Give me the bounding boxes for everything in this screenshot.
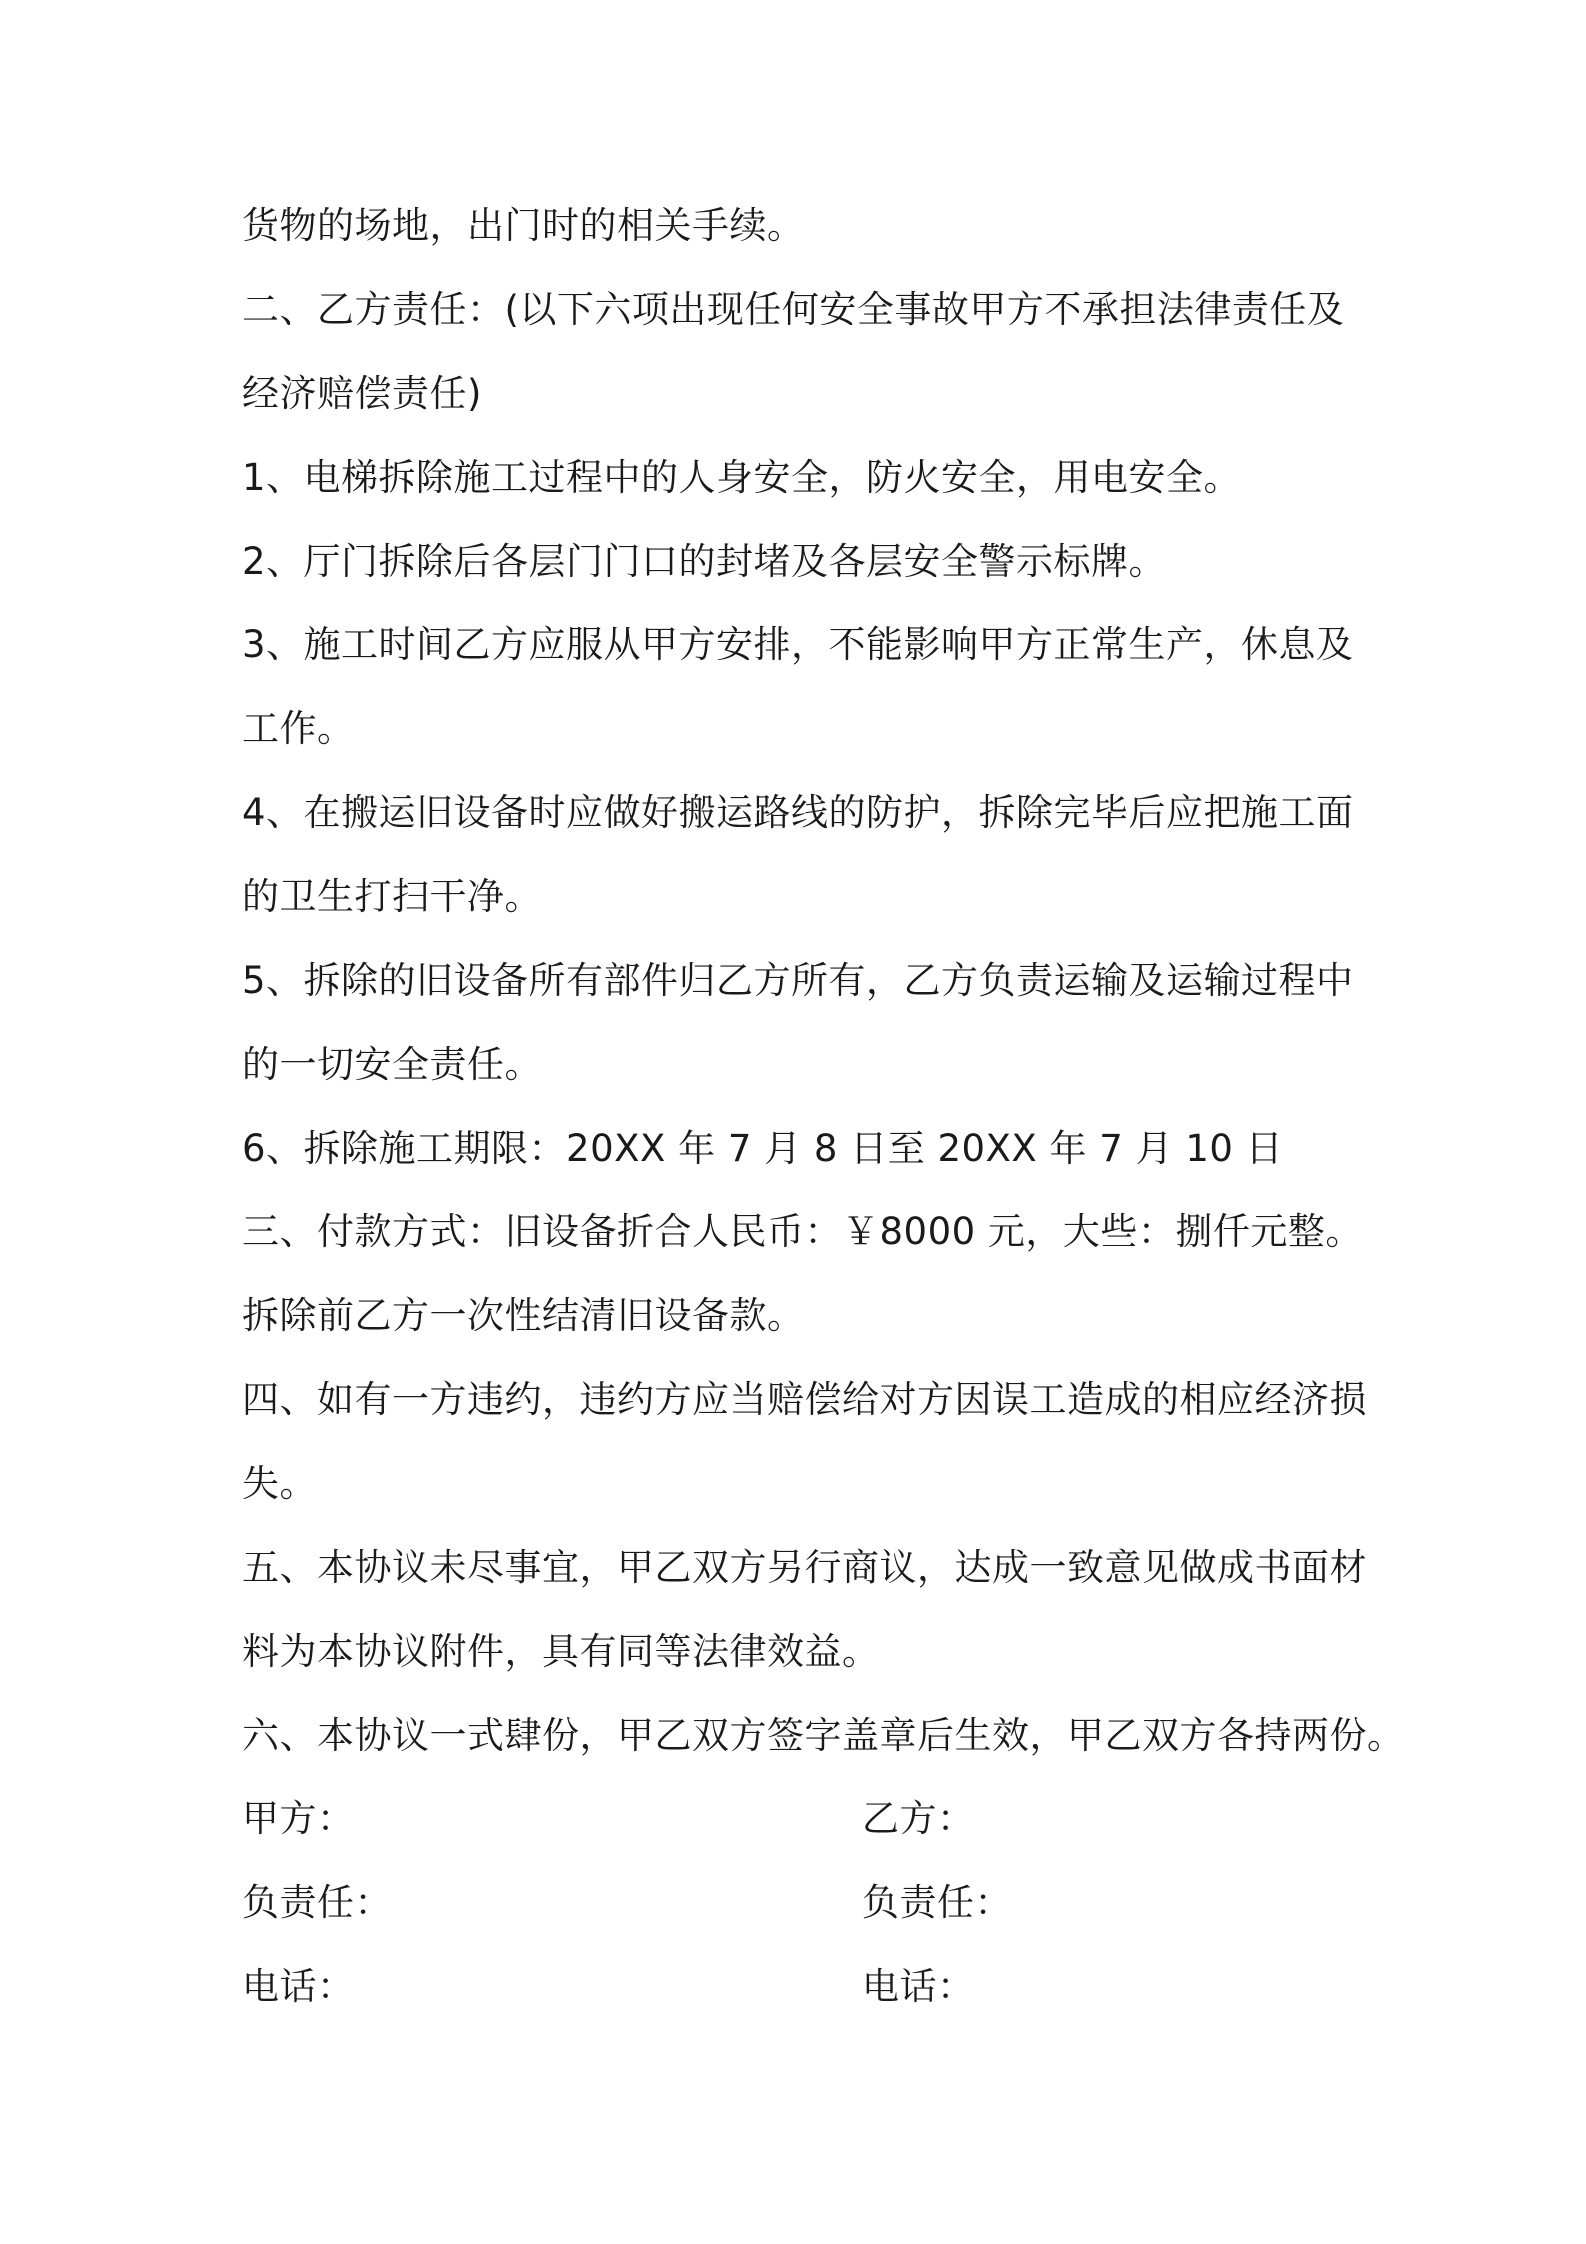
phone-a-label: 电话： bbox=[242, 1965, 355, 2008]
text-line: 1、电梯拆除施工过程中的人身安全，防火安全，用电安全。 bbox=[242, 456, 1242, 499]
text-line: 货物的场地，出门时的相关手续。 bbox=[242, 204, 805, 247]
text-line: 的一切安全责任。 bbox=[242, 1043, 542, 1086]
text-line: 2、厅门拆除后各层门门口的封堵及各层安全警示标牌。 bbox=[242, 540, 1167, 583]
text-line: 拆除前乙方一次性结清旧设备款。 bbox=[242, 1294, 805, 1337]
text-line: 工作。 bbox=[242, 707, 355, 750]
text-line: 失。 bbox=[242, 1462, 317, 1505]
party-a-label: 甲方： bbox=[242, 1797, 355, 1840]
text-line: 经济赔偿责任) bbox=[242, 372, 482, 415]
text-line: 4、在搬运旧设备时应做好搬运路线的防护，拆除完毕后应把施工面 bbox=[242, 791, 1354, 834]
text-line: 四、如有一方违约，违约方应当赔偿给对方因误工造成的相应经济损 bbox=[242, 1378, 1367, 1421]
text-line: 六、本协议一式肆份，甲乙双方签字盖章后生效，甲乙双方各持两份。 bbox=[242, 1714, 1405, 1757]
principal-a-label: 负责任： bbox=[242, 1881, 392, 1924]
phone-b-label: 电话： bbox=[862, 1965, 975, 2008]
principal-b-label: 负责任： bbox=[862, 1881, 1012, 1924]
party-b-label: 乙方： bbox=[862, 1797, 975, 1840]
text-line: 5、拆除的旧设备所有部件归乙方所有，乙方负责运输及运输过程中 bbox=[242, 959, 1354, 1002]
text-line: 3、施工时间乙方应服从甲方安排，不能影响甲方正常生产，休息及 bbox=[242, 623, 1354, 666]
text-line: 的卫生打扫干净。 bbox=[242, 875, 542, 918]
text-line: 料为本协议附件，具有同等法律效益。 bbox=[242, 1630, 880, 1673]
text-line: 三、付款方式：旧设备折合人民币：￥8000 元，大些：捌仟元整。 bbox=[242, 1210, 1363, 1253]
text-line: 6、拆除施工期限：20XX 年 7 月 8 日至 20XX 年 7 月 10 日 bbox=[242, 1127, 1284, 1170]
text-line: 五、本协议未尽事宜，甲乙双方另行商议，达成一致意见做成书面材 bbox=[242, 1546, 1367, 1589]
text-line: 二、乙方责任：(以下六项出现任何安全事故甲方不承担法律责任及 bbox=[242, 288, 1345, 331]
